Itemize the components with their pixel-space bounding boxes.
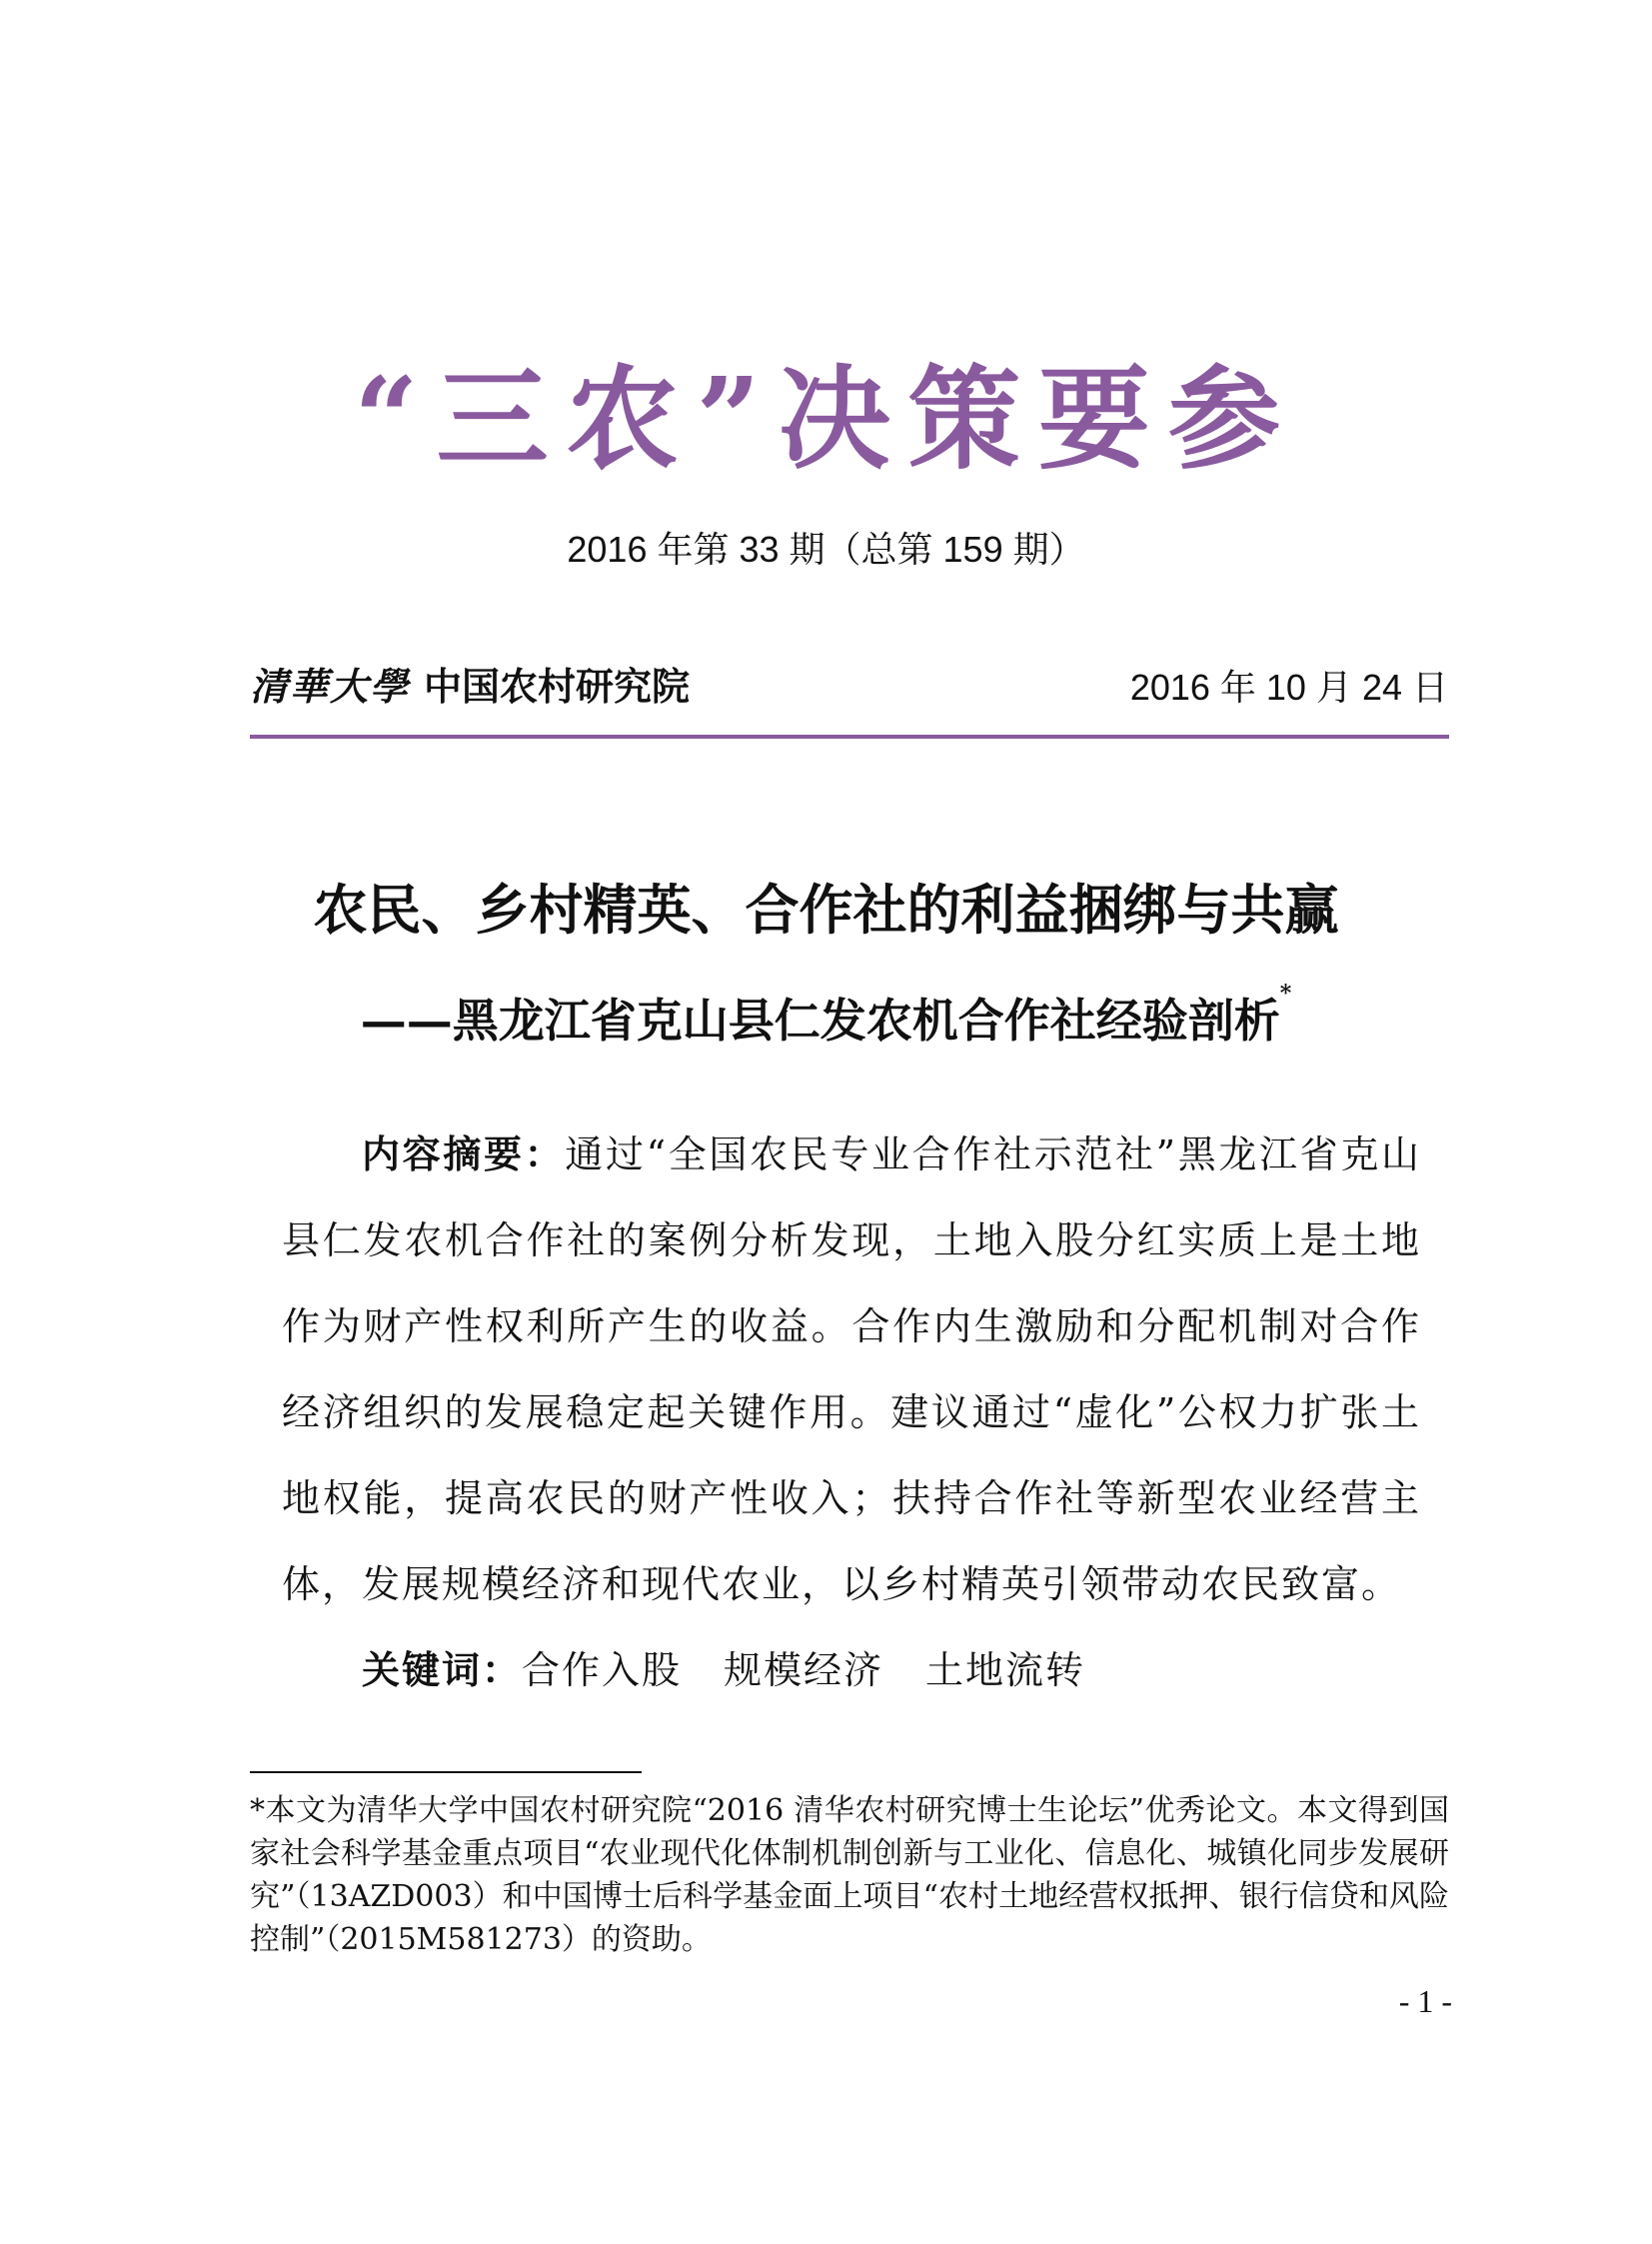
keyword-item: 土地流转 [925, 1648, 1086, 1692]
university-logo: 清華大學 [250, 664, 411, 709]
masthead-title: “三农”决策要参 [354, 354, 1298, 485]
institution-name: 中国农村研究院 [424, 665, 691, 709]
keywords-label: 关键词： [362, 1648, 523, 1692]
keyword-item: 合作入股 [522, 1648, 683, 1692]
footnote-divider [250, 1771, 642, 1773]
article-subtitle-text: ——黑龙江省克山县仁发农机合作社经验剖析 [360, 994, 1280, 1048]
institution-header [250, 656, 690, 711]
abstract-text: 通过“全国农民专业合作社示范社”黑龙江省克山县仁发农机合作社的案例分析发现，土地入股分红实质上是土地作为财产性权利所产生的收益。合作内生激励和分配机制对合作经济组织的发展稳定起关键作用。建议通过“虚化”公权力扩张土地权能，提高农民的财产性收入；扶持合作社等新型农业经营主体，发展规模经济和现代农业，以乡村精英引领带动农民致富。 [282, 1132, 1421, 1606]
footnote: *本文为清华大学中国农村研究院“2016 清华农村研究博士生论坛”优秀论文。本文得到国家社会科学基金重点项目“农业现代化体制机制创新与工业化、信息化、城镇化同步发展研究”（13AZD003）和中国博士后科学基金面上项目“农村土地经营权抵押、银行信贷和风险控制”（2015M581273）的资助。 [250, 1793, 1449, 1957]
issue-number: 2016 年第 33 期（总第 159 期） [567, 529, 1085, 570]
header-divider [250, 735, 1449, 739]
article-title: 农民、乡村精英、合作社的利益捆绑与共赢 [313, 878, 1339, 942]
keyword-item: 规模经济 [724, 1648, 884, 1692]
abstract [282, 1112, 1421, 1627]
abstract-label: 内容摘要： [362, 1132, 566, 1176]
page-number: - 1 - [1398, 1983, 1452, 2019]
keywords [362, 1639, 1127, 1694]
article-subtitle [0, 981, 1652, 1051]
footnote-marker: * [1279, 981, 1292, 1007]
publication-date: 2016 年 10 月 24 日 [1129, 667, 1448, 708]
